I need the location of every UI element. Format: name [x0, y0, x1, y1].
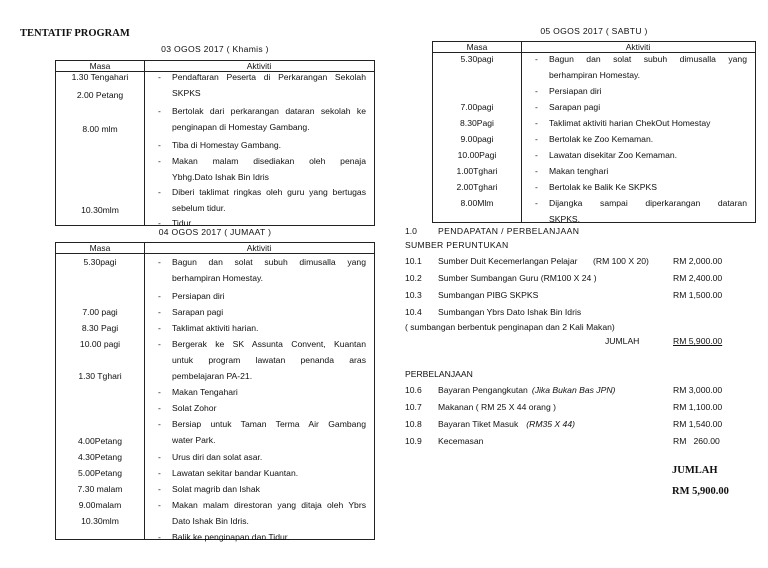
bullet-dash: -: [158, 257, 161, 267]
col-aktiviti: Aktiviti: [246, 61, 272, 71]
bullet-dash: -: [158, 218, 161, 228]
day1-table: [55, 60, 375, 226]
activity-line: Sarapan pagi: [549, 102, 601, 112]
col-masa: Masa: [466, 42, 488, 52]
bullet-dash: -: [158, 307, 161, 317]
source-label: Sumbangan PIBG SKPKS: [438, 290, 539, 300]
activity-line: Sarapan pagi: [172, 307, 224, 317]
expense-label-text: Makanan ( RM 25 X 44 orang ): [438, 402, 556, 412]
section-title: PENDAPATAN / PERBELANJAAN: [438, 226, 580, 236]
activity-line: Bertolak ke Zoo Kemaman.: [549, 134, 654, 144]
day2-date: 04 OGOS 2017 ( JUMAAT ): [158, 227, 272, 237]
bullet-dash: -: [158, 323, 161, 333]
masa-cell: 4.00Petang: [78, 436, 122, 446]
expense-label: [438, 402, 560, 412]
activity-line: Persiapan diri: [549, 86, 602, 96]
col-aktiviti: Aktiviti: [625, 42, 651, 52]
expense-no: 10.6: [405, 385, 422, 395]
masa-cell: 9.00pagi: [460, 134, 494, 144]
activity-line: Pendaftaran Peserta di Perkarangan Sekolah: [172, 72, 366, 82]
expense-label: [438, 436, 487, 446]
activity-line: Solat Zohor: [172, 403, 217, 413]
activity-line: Lawatan disekitar Zoo Kemaman.: [549, 150, 678, 160]
activity-line: Makan tenghari: [549, 166, 609, 176]
bullet-dash: -: [535, 134, 538, 144]
page-title: TENTATIF PROGRAM: [20, 28, 130, 39]
expense-label-text: Bayaran Tiket Masuk: [438, 419, 519, 429]
activity-line: Makan Tengahari: [172, 387, 238, 397]
source-amount: RM 2,400.00: [673, 273, 723, 283]
bullet-dash: -: [158, 156, 161, 166]
activity-line: untuk program lawatan penanda aras: [172, 355, 366, 365]
bullet-dash: -: [158, 291, 161, 301]
source-no: 10.2: [405, 273, 422, 283]
source-no: 10.4: [405, 307, 422, 317]
source-amount: RM 2,000.00: [673, 256, 723, 266]
bullet-dash: -: [158, 387, 161, 397]
bullet-dash: -: [158, 419, 161, 429]
activity-line: sebelum tidur.: [172, 203, 226, 213]
activity-line: Solat magrib dan Ishak: [172, 484, 260, 494]
activity-line: Dijangka sampai diperkarangan dataran: [549, 198, 747, 208]
masa-cell: 5.00Petang: [78, 468, 122, 478]
day1-date: 03 OGOS 2017 ( Khamis ): [161, 44, 269, 54]
source-no: 10.3: [405, 290, 422, 300]
masa-cell: 1.30 Tengahari: [71, 72, 129, 82]
day3-date: 05 OGOS 2017 ( SABTU ): [540, 26, 648, 36]
masa-cell: 7.00pagi: [460, 102, 494, 112]
bullet-dash: -: [158, 72, 161, 82]
activity-line: Bertolak ke Balik Ke SKPKS: [549, 182, 657, 192]
expense-label: [438, 419, 575, 429]
activity-line: Bergerak ke SK Assunta Convent, Kuantan: [172, 339, 366, 349]
expense-label-text: Bayaran Pengangkutan: [438, 385, 528, 395]
bullet-dash: -: [158, 452, 161, 462]
masa-cell: 8.30Pagi: [460, 118, 494, 128]
source-label: Sumbangan Ybrs Dato Ishak Bin Idris: [438, 307, 582, 317]
activity-line: Taklimat aktiviti harian ChekOut Homestay: [549, 118, 711, 128]
masa-cell: 8.00Mlm: [460, 198, 494, 208]
total-label: JUMLAH: [605, 336, 640, 346]
masa-cell: 10.30mlm: [81, 516, 119, 526]
bullet-dash: -: [535, 198, 538, 208]
bullet-dash: -: [535, 182, 538, 192]
activity-line: Tidur: [172, 218, 192, 228]
expense-label-note: (Jika Bukan Bas JPN): [531, 385, 616, 395]
expense-amount: RM 1,540.00: [673, 419, 723, 429]
bullet-dash: -: [158, 532, 161, 542]
masa-cell: 2.00 Petang: [76, 90, 124, 100]
bullet-dash: -: [535, 54, 538, 64]
activity-line: berhampiran Homestay.: [172, 273, 264, 283]
masa-cell: 4.30Petang: [78, 452, 122, 462]
activity-line: Bersiap untuk Taman Terma Air Gambang: [172, 419, 366, 429]
bullet-dash: -: [158, 106, 161, 116]
grand-total-amount: RM 5,900.00: [672, 486, 729, 497]
grand-total-label: JUMLAH: [672, 465, 718, 476]
sources-note: ( sumbangan berbentuk penginapan dan 2 Kali Makan): [405, 322, 615, 332]
activity-line: Makan malam disediakan oleh penaja: [172, 156, 366, 166]
source-calc: (RM 100 X 20): [593, 256, 649, 266]
activity-line: Bagun dan solat subuh dimusalla yang: [172, 257, 366, 267]
activity-line: Ybhg.Dato Ishak Bin Idris: [172, 172, 269, 182]
masa-cell: 9.00malam: [78, 500, 122, 510]
activity-line: Tiba di Homestay Gambang.: [172, 140, 282, 150]
masa-cell: 10.00Pagi: [457, 150, 497, 160]
expense-amount: RM 3,000.00: [673, 385, 723, 395]
sources-title: SUMBER PERUNTUKAN: [405, 240, 509, 250]
activity-line: Dato Ishak Bin Idris.: [172, 516, 249, 526]
activity-line: Urus diri dan solat asar.: [172, 452, 263, 462]
masa-cell: 10.30mlm: [81, 205, 119, 215]
masa-cell: 8.30 Pagi: [81, 323, 119, 333]
activity-line: Makan malam direstoran yang ditaja oleh Ybrs: [172, 500, 366, 510]
masa-cell: 5.30pagi: [460, 54, 494, 64]
masa-cell: 7.30 malam: [77, 484, 123, 494]
bullet-dash: -: [158, 140, 161, 150]
bullet-dash: -: [158, 484, 161, 494]
expenses-title: PERBELANJAAN: [405, 369, 473, 379]
bullet-dash: -: [535, 166, 538, 176]
expense-no: 10.9: [405, 436, 422, 446]
bullet-dash: -: [158, 339, 161, 349]
bullet-dash: -: [158, 468, 161, 478]
activity-line: Bagun dan solat subuh dimusalla yang: [549, 54, 747, 64]
masa-cell: 1.00Tghari: [456, 166, 498, 176]
total-amount: RM 5,900.00: [673, 336, 723, 346]
day2-table: [55, 242, 375, 540]
col-aktiviti: Aktiviti: [246, 243, 272, 253]
col-masa: Masa: [89, 61, 111, 71]
masa-cell: 1.30 Tghari: [78, 371, 122, 381]
activity-line: Lawatan sekitar bandar Kuantan.: [172, 468, 299, 478]
expense-label: [438, 385, 615, 395]
expense-no: 10.7: [405, 402, 422, 412]
source-label: Sumber Sumbangan Guru (RM100 X 24 ): [438, 273, 597, 283]
source-amount: RM 1,500.00: [673, 290, 723, 300]
bullet-dash: -: [535, 118, 538, 128]
expense-no: 10.8: [405, 419, 422, 429]
activity-line: berhampiran Homestay.: [549, 70, 641, 80]
source-no: 10.1: [405, 256, 422, 266]
masa-cell: 10.00 pagi: [79, 339, 121, 349]
activity-line: SKPKS.: [549, 214, 581, 224]
bullet-dash: -: [535, 102, 538, 112]
activity-line: water Park.: [172, 435, 216, 445]
source-label: Sumber Duit Kecemerlangan Pelajar: [438, 256, 578, 266]
masa-cell: 8.00 mlm: [82, 124, 118, 134]
activity-line: Balik ke penginapan dan Tidur.: [172, 532, 290, 542]
bullet-dash: -: [158, 403, 161, 413]
col-masa: Masa: [89, 243, 111, 253]
expense-label-text: Kecemasan: [438, 436, 484, 446]
expense-label-note: (RM35 X 44): [526, 419, 575, 429]
activity-line: pembelajaran PA-21.: [172, 371, 253, 381]
masa-cell: 7.00 pagi: [82, 307, 118, 317]
activity-line: Diberi taklimat ringkas oleh guru yang bertugas: [172, 187, 366, 197]
bullet-dash: -: [158, 187, 161, 197]
expense-amount: RM 1,100.00: [673, 402, 723, 412]
activity-line: Taklimat aktiviti harian.: [172, 323, 259, 333]
expense-amount: RM 260.00: [673, 436, 720, 446]
bullet-dash: -: [535, 86, 538, 96]
bullet-dash: -: [535, 150, 538, 160]
day3-table: [432, 41, 756, 223]
activity-line: SKPKS: [172, 88, 201, 98]
activity-line: Bertolak dari perkarangan dataran sekolah ke: [172, 106, 366, 116]
masa-cell: 2.00Tghari: [456, 182, 498, 192]
bullet-dash: -: [158, 500, 161, 510]
masa-cell: 5.30pagi: [83, 257, 117, 267]
section-number: 1.0: [405, 226, 417, 236]
activity-line: penginapan di Homestay Gambang.: [172, 122, 310, 132]
activity-line: Persiapan diri: [172, 291, 225, 301]
